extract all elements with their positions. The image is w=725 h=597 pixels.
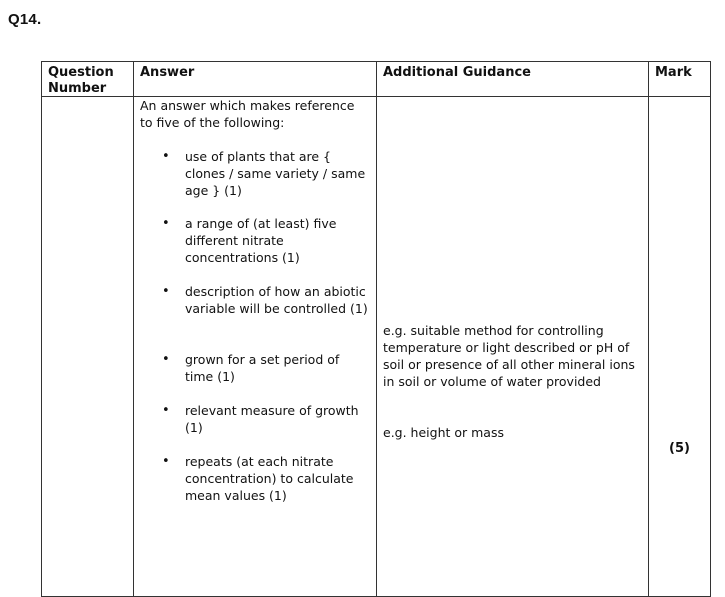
mark-value: (5) bbox=[669, 441, 690, 456]
table-header-row bbox=[42, 62, 711, 97]
guidance-note: e.g. height or mass bbox=[383, 425, 504, 440]
header-additional-guidance: Additional Guidance bbox=[377, 62, 649, 97]
mark-cell bbox=[649, 97, 711, 597]
question-label: Q14. bbox=[8, 11, 42, 28]
guidance-cell bbox=[377, 97, 649, 597]
answer-point: • description of how an abiotic variable will be controlled (1) bbox=[140, 283, 370, 317]
answer-point: • repeats (at each nitrate concentration) to calculate mean values (1) bbox=[140, 453, 370, 504]
table-row bbox=[42, 97, 711, 597]
question-number-cell bbox=[42, 97, 134, 597]
answer-point: • use of plants that are { clones / same variety / same age } (1) bbox=[140, 148, 370, 199]
answer-point: • relevant measure of growth (1) bbox=[140, 402, 370, 436]
answer-point: • grown for a set period of time (1) bbox=[140, 351, 370, 385]
header-question-number: Question Number bbox=[42, 62, 134, 97]
answer-cell bbox=[134, 97, 377, 597]
mark-scheme-table bbox=[41, 61, 711, 597]
answer-intro: An answer which makes reference to five of the following: bbox=[140, 98, 355, 130]
guidance-note: e.g. suitable method for controlling temperature or light described or pH of soil or presence of all other mineral ions in soil or volume of water provided bbox=[383, 323, 635, 389]
answer-point: • a range of (at least) five different nitrate concentrations (1) bbox=[140, 215, 370, 266]
header-mark: Mark bbox=[649, 62, 711, 97]
answer-points-list bbox=[140, 148, 370, 504]
header-answer: Answer bbox=[134, 62, 377, 97]
